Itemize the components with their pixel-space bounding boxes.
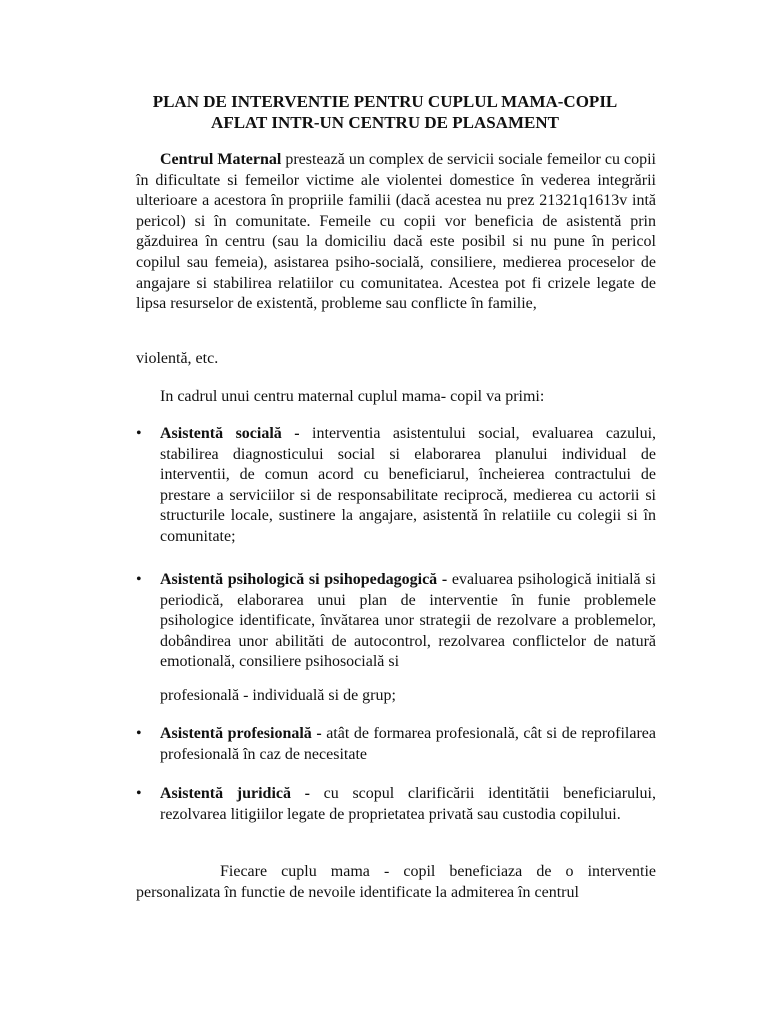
- professional-group-line: profesională - individuală si de grup;: [160, 687, 396, 704]
- document-title-line-1: PLAN DE INTERVENTIE PENTRU CUPLUL MAMA-COPIL: [152, 92, 618, 111]
- bullet-heading: Asistentă socială -: [160, 425, 300, 442]
- lead-line: In cadrul unui centru maternal cuplul mama- copil va primi:: [160, 388, 545, 405]
- bullet-heading: Asistentă psihologică si psihopedagogică -: [160, 571, 448, 588]
- bullet-text: atât de formarea profesională, cât si de reprofilarea profesională în caz de necesitate: [160, 725, 656, 763]
- bullet-marker: •: [136, 785, 142, 802]
- bullet-body: [160, 784, 656, 825]
- final-paragraph: Fiecare cuplu mama - copil beneficiaza de o interventie personalizata în functie de nevoile identificate la admiterea în centrul: [136, 863, 656, 901]
- intro-bold-term: Centrul Maternal: [160, 151, 282, 168]
- bullet-body: [160, 424, 656, 548]
- bullet-marker: •: [136, 725, 142, 742]
- bullet-marker: •: [136, 571, 142, 588]
- bullet-body: [160, 570, 656, 673]
- bullet-heading: Asistentă juridică -: [160, 785, 310, 802]
- document-title-line-2: AFLAT INTR-UN CENTRU DE PLASAMENT: [211, 113, 559, 132]
- bullet-heading: Asistentă profesională -: [160, 725, 322, 742]
- bullet-text: interventia asistentului social, evaluarea cazului, stabilirea diagnosticului social si elaborarea planului individual de interventii, de comun acord cu beneficiarul, încheierea contractului de prestare a serviciilor si de responsabilitate reciprocă, medierea cu actorii si structurile locale, sustinere la angajare, asistentă în relatiile cu colegii si în comunitate;: [160, 425, 657, 545]
- bullet-marker: •: [136, 425, 142, 442]
- bullet-body: [160, 724, 656, 765]
- bullet-text: evaluarea psihologică initială si periodică, elaborarea unui plan de interventie în funie problemele psihologice identificate, învătarea unor strategii de rezolvare a problemelor, dobândirea unor abilităti de autocontrol, rezolvarea conflictelor de natură emotională, consiliere psihosocială si: [160, 571, 656, 671]
- intro-paragraph: [136, 150, 656, 315]
- violence-line: violentă, etc.: [136, 350, 219, 367]
- bullet-text: cu scopul clarificării identitătii beneficiarului, rezolvarea litigiilor legate de proprietatea privată sau custodia copilului.: [160, 785, 657, 823]
- intro-text: prestează un complex de servicii sociale femeilor cu copii în dificultate si femeilor victime ale violentei domestice în vederea integrării ulterioare a acestora în propriile familii (dacă acestea nu prez 21321q1613v intă pericol) si în comunitate. Femeile cu copii vor beneficia de asistentă prin găzduirea în centru (sau la domiciliu dacă este posibil si nu pune în pericol copilul sau femeia), asistarea psiho-socială, consiliere, medierea proceselor de angajare si stabilirea relatiilor cu comunitatea. Acestea pot fi crizele legate de lipsa resurselor de existentă, probleme sau conflicte în familie,: [136, 151, 656, 313]
